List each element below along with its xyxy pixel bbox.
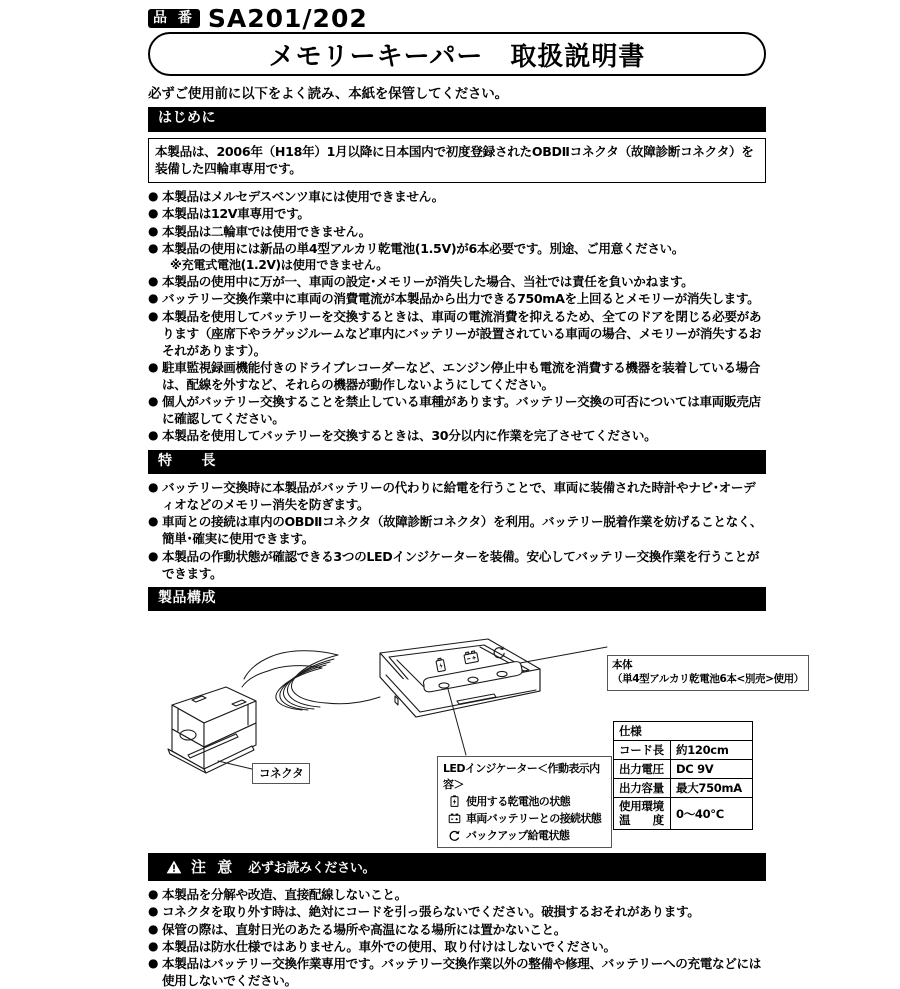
led-legend-row-car-battery xyxy=(443,810,605,826)
bullet-dot-icon: ● xyxy=(148,955,159,970)
bullet-dot-icon: ● xyxy=(148,223,159,238)
caution-bullet-list xyxy=(148,886,766,989)
section-header-features: 特 長 xyxy=(148,450,766,475)
list-item xyxy=(148,903,766,920)
list-item-text: 本製品の作動状態が確認できる3つのLEDインジケーターを装備。安心してバッテリー交換作業を行うことができます。 xyxy=(162,548,760,581)
list-item-text: 本製品の使用中に万が一、車両の設定･メモリーが消失した場合、当社では責任を負いかねます。 xyxy=(162,274,694,290)
list-item-text: バッテリー交換時に本製品がバッテリーの代わりに給電を行うことで、車両に装備された時計やナビ･オーディオなどのメモリー消失を防ぎます。 xyxy=(162,480,756,513)
spec-value: DC 9V xyxy=(671,760,753,779)
list-item xyxy=(148,921,766,938)
led-legend-row-battery xyxy=(443,793,605,809)
model-number: SA201/202 xyxy=(207,4,368,33)
table-row xyxy=(614,779,753,798)
bullet-dot-icon: ● xyxy=(148,206,159,221)
list-item-text: 本製品を分解や改造、直接配線しないこと。 xyxy=(162,887,407,903)
list-item xyxy=(148,223,766,240)
spec-value: 約120cm xyxy=(671,741,753,760)
document-title-box xyxy=(148,32,766,76)
list-item-text: 車両との接続は車内のOBDⅡコネクタ（故障診断コネクタ）を利用。バッテリー脱着作業を妨げることなく、簡単･確実に使用できます。 xyxy=(162,514,763,547)
spec-label: コード長 xyxy=(614,741,671,760)
list-item xyxy=(148,548,766,582)
spec-value: 最大750mA xyxy=(671,779,753,798)
led-legend-row-backup xyxy=(443,827,605,843)
bullet-dot-icon: ● xyxy=(148,887,159,902)
model-number-row xyxy=(148,0,766,33)
led-legend-title: LEDインジケーター＜作動表示内容＞ xyxy=(443,762,600,792)
car-battery-icon xyxy=(448,812,461,825)
list-item xyxy=(148,393,766,427)
list-item-text: 駐車監視録画機能付きのドライブレコーダーなど、エンジン停止中も電流を消費する機器を装着している場合は、配線を外すなど、それらの機器が動作しないようにしてください。 xyxy=(162,359,761,393)
bullet-dot-icon: ● xyxy=(148,291,159,306)
caution-subheading: 必ずお読みください。 xyxy=(248,861,376,877)
led-indicator-legend xyxy=(437,756,612,848)
list-item xyxy=(148,273,766,290)
bullet-dot-icon: ● xyxy=(148,240,159,255)
list-item xyxy=(148,427,766,444)
led-legend-label: 車両バッテリーとの接続状態 xyxy=(466,812,602,826)
table-row xyxy=(614,798,753,829)
section-header-caution xyxy=(148,853,766,881)
bullet-dot-icon: ● xyxy=(148,189,159,204)
dry-battery-icon xyxy=(448,795,461,808)
list-item xyxy=(148,290,766,307)
bullet-dot-icon: ● xyxy=(148,904,159,919)
list-item xyxy=(148,240,766,274)
callout-main-unit-line2: （単4型アルカリ乾電池6本<別売>使用） xyxy=(612,672,804,685)
list-item xyxy=(148,955,766,989)
spec-label: 出力容量 xyxy=(614,779,671,798)
list-item xyxy=(148,479,766,513)
bullet-dot-icon: ● xyxy=(148,548,159,563)
list-item-subnote: ※充電式電池(1.2V)は使用できません。 xyxy=(170,257,389,272)
table-row xyxy=(614,722,753,741)
callout-connector: コネクタ xyxy=(252,763,310,784)
list-item-text: 本製品を使用してバッテリーを交換するときは、30分以内に作業を完了させてください。 xyxy=(162,428,657,444)
bullet-dot-icon: ● xyxy=(148,938,159,953)
bullet-dot-icon: ● xyxy=(148,921,159,936)
bullet-dot-icon: ● xyxy=(148,480,159,495)
list-item xyxy=(148,359,766,393)
page-title: メモリーキーパー 取扱説明書 xyxy=(268,41,646,72)
spec-value: 0～40℃ xyxy=(671,798,753,829)
list-item-text: 本製品はメルセデスベンツ車には使用できません。 xyxy=(162,189,444,205)
bullet-dot-icon: ● xyxy=(148,359,159,374)
list-item-text: コネクタを取り外す時は、絶対にコードを引っ張らないでください。破損するおそれがあります。 xyxy=(162,904,700,920)
list-item-text: 本製品はバッテリー交換作業専用です。バッテリー交換作業以外の整備や修理、バッテリーへの充電などには使用しないでください。 xyxy=(162,955,761,988)
spec-table-header: 仕様 xyxy=(614,722,753,741)
list-item xyxy=(148,886,766,903)
intro-bullet-list xyxy=(148,188,766,444)
section-header-composition: 製品構成 xyxy=(148,587,766,612)
list-item xyxy=(148,308,766,359)
list-item-text: 個人がバッテリー交換することを禁止している車種があります。バッテリー交換の可否については車両販売店に確認してください。 xyxy=(162,394,761,427)
list-item-text: 本製品は二輪車では使用できません。 xyxy=(162,223,371,239)
page-content xyxy=(148,0,804,989)
table-row xyxy=(614,760,753,779)
bullet-dot-icon: ● xyxy=(148,274,159,289)
spec-label-line2: 温 度 xyxy=(619,812,664,827)
intro-notice-box: 本製品は、2006年（H18年）1月以降に日本国内で初度登録されたOBDⅡコネクタ（故障診断コネクタ）を装備した四輪車専用です。 xyxy=(148,138,766,184)
section-header-intro: はじめに xyxy=(148,107,766,132)
features-bullet-list xyxy=(148,479,766,582)
list-item-text: バッテリー交換作業中に車両の消費電流が本製品から出力できる750mAを上回るとメモリーが消失します。 xyxy=(162,291,760,307)
hinban-badge: 品 番 xyxy=(148,9,200,28)
callout-main-unit xyxy=(607,655,809,690)
bullet-dot-icon: ● xyxy=(148,428,159,443)
backup-cycle-icon xyxy=(448,829,461,842)
callout-main-unit-line1: 本体 xyxy=(612,659,633,672)
list-item-text: 本製品は防水仕様ではありません。車外での使用、取り付けはしないでください。 xyxy=(162,938,616,954)
product-composition-figure xyxy=(148,613,804,845)
list-item xyxy=(148,188,766,205)
led-legend-label: バックアップ給電状態 xyxy=(466,829,570,843)
warning-triangle-icon xyxy=(166,860,182,874)
table-row xyxy=(614,741,753,760)
caution-heading: 注 意 xyxy=(191,858,236,877)
spec-table xyxy=(613,721,753,830)
list-item-text: 保管の際は、直射日光のあたる場所や高温になる場所には置かないこと。 xyxy=(162,921,567,937)
list-item xyxy=(148,513,766,547)
bullet-dot-icon: ● xyxy=(148,394,159,409)
list-item-text: 本製品の使用には新品の単4型アルカリ乾電池(1.5V)が6本必要です。別途、ご用意ください。 xyxy=(162,240,685,256)
spec-label: 出力電圧 xyxy=(614,760,671,779)
list-item xyxy=(148,938,766,955)
bullet-dot-icon: ● xyxy=(148,514,159,529)
list-item-text: 本製品を使用してバッテリーを交換するときは、車両の電流消費を抑えるため、全てのドアを閉じる必要があります（座席下やラゲッジルームなど車内にバッテリーが設置されている車両の場合、メモリーが消失するおそれがあります）。 xyxy=(162,308,762,358)
list-item xyxy=(148,205,766,222)
lead-instruction: 必ずご使用前に以下をよく読み、本紙を保管してください。 xyxy=(148,86,508,102)
bullet-dot-icon: ● xyxy=(148,308,159,323)
spec-label xyxy=(614,798,671,829)
spec-label-line1: 使用環境 xyxy=(619,799,664,814)
led-legend-label: 使用する乾電池の状態 xyxy=(466,795,570,809)
list-item-text: 本製品は12V車専用です。 xyxy=(162,206,310,222)
